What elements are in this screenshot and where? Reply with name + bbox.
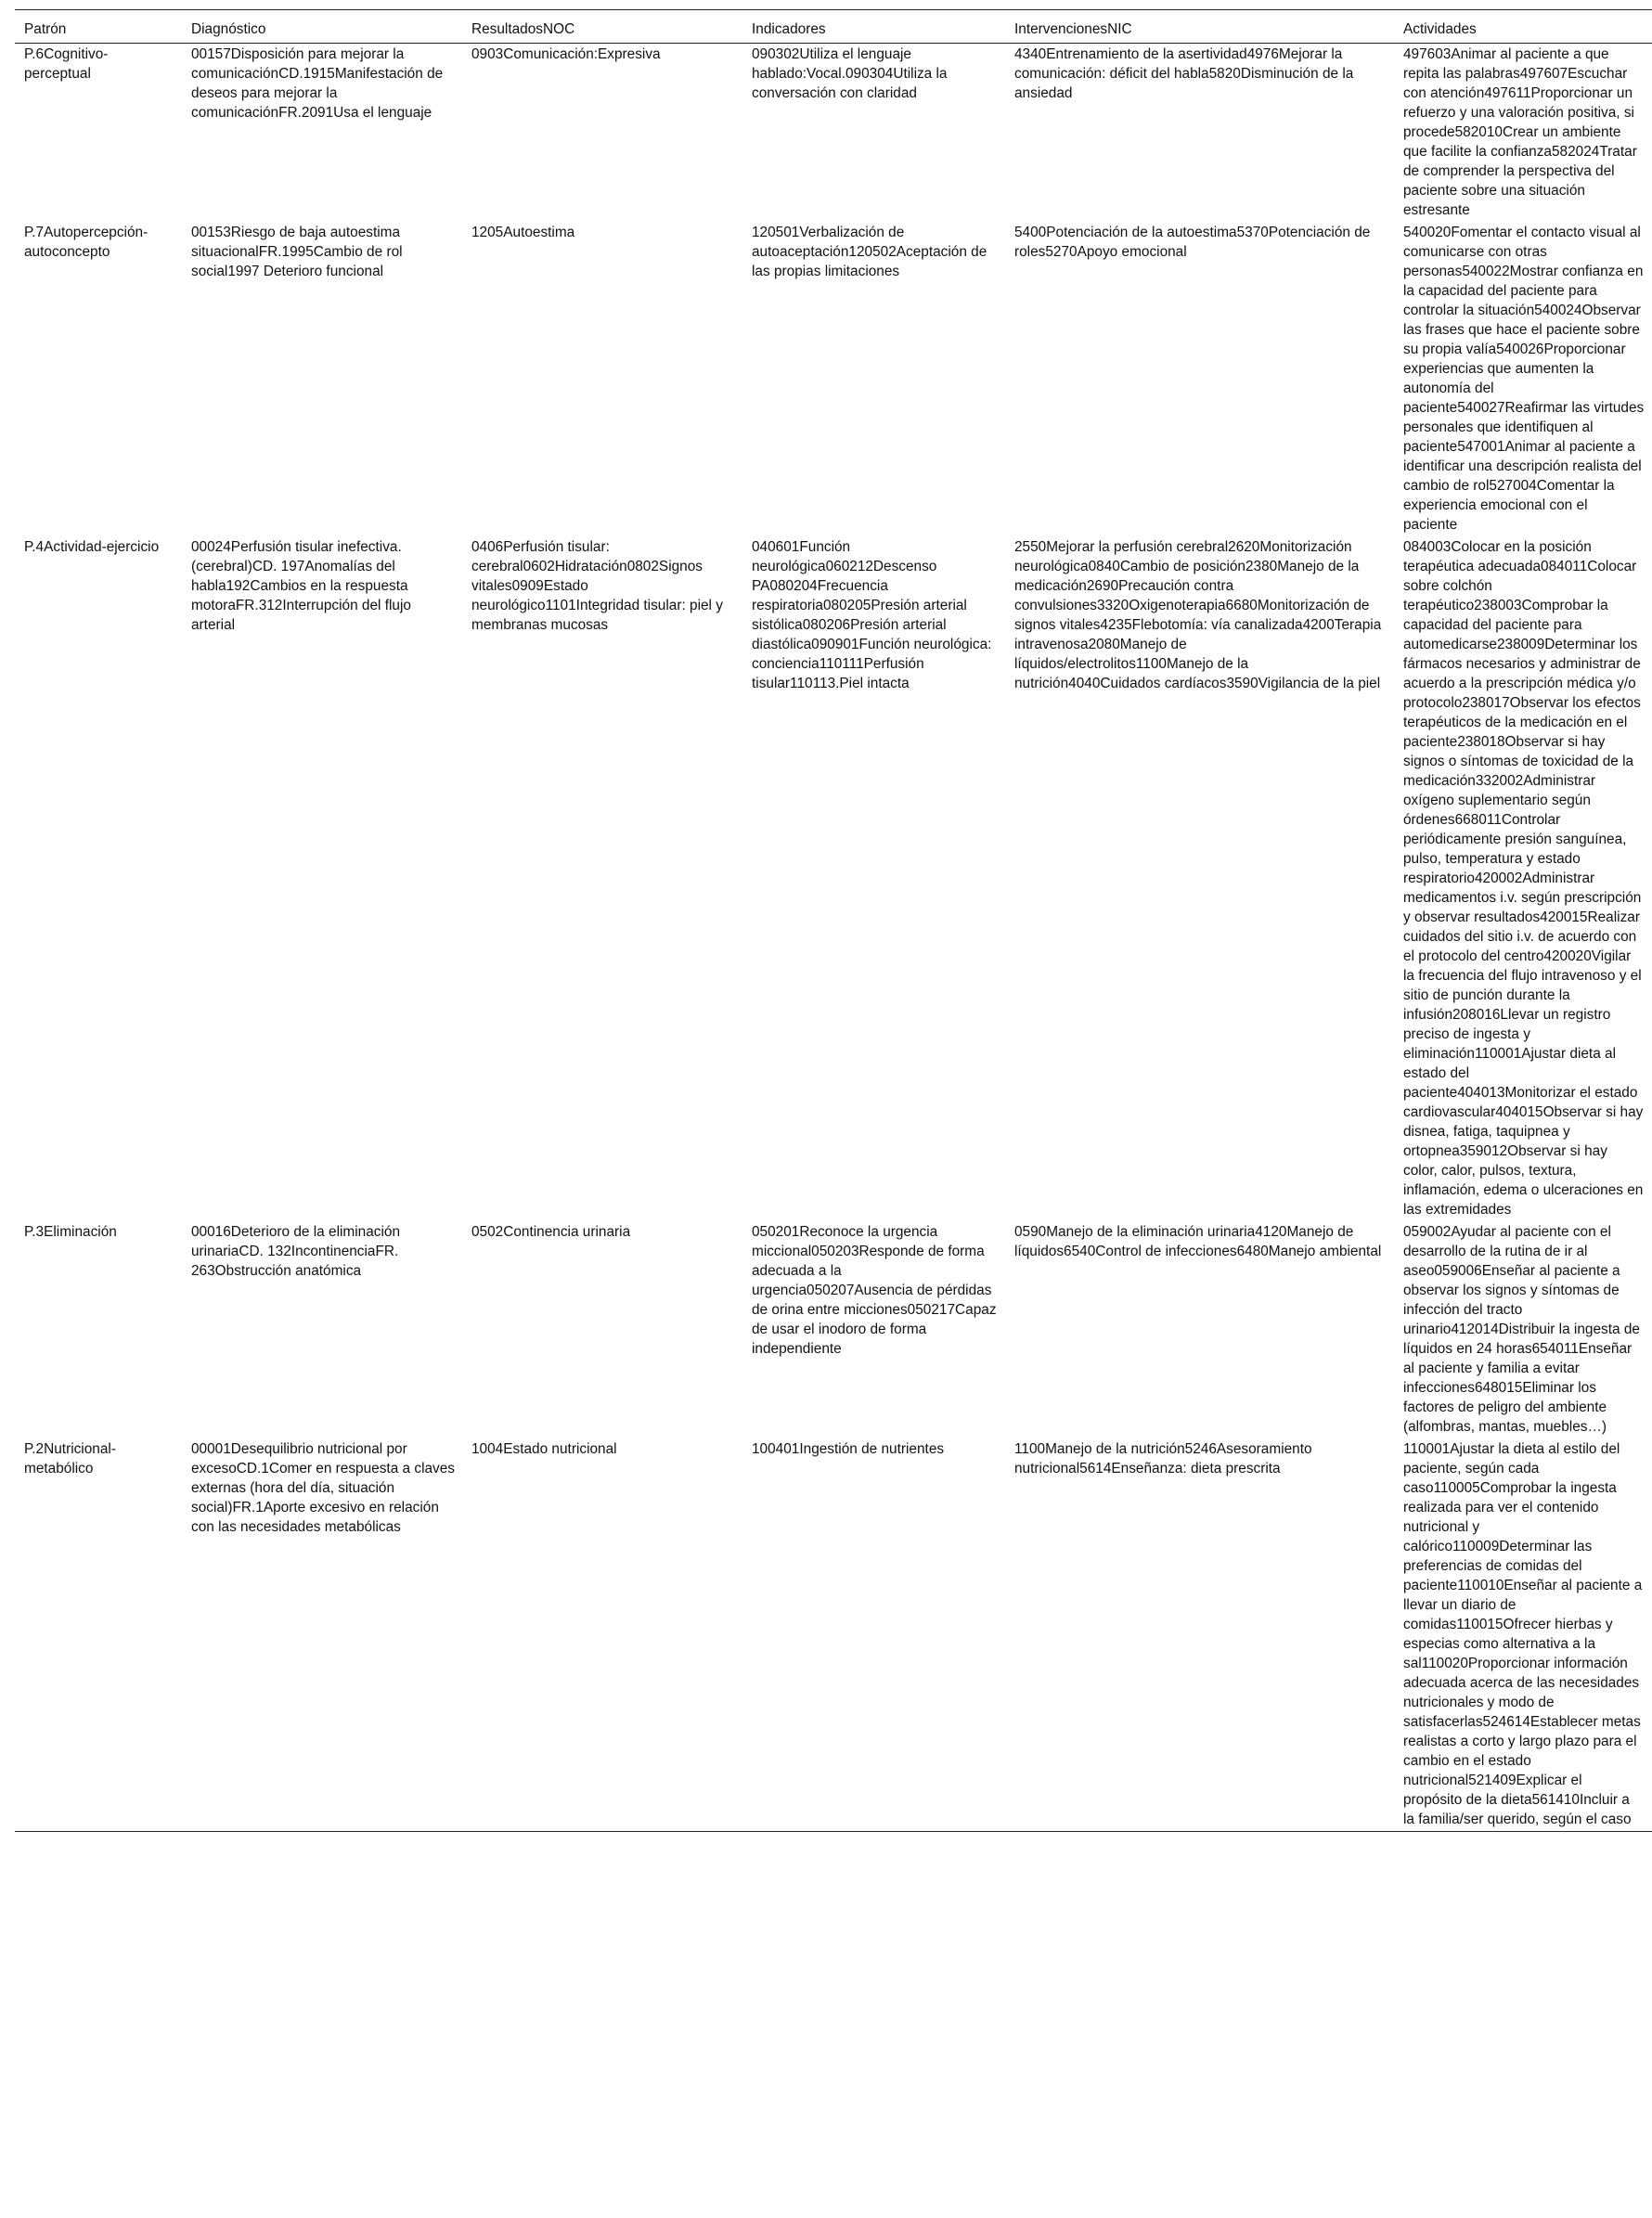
- cell-diagnostico: 00016Deterioro de la eliminación urinariaCD. 132IncontinenciaFR. 263Obstrucción anatómica: [191, 1224, 401, 1279]
- cell-indicadores: 040601Función neurológica060212Descenso PA080204Frecuencia respiratoria080205Presión arterial sistólica080206Presión arterial diastólica090901Función neurológica: conciencia110111Perfusión tisular110113.Piel intacta: [752, 539, 992, 691]
- cell-intervenciones-nic: 1100Manejo de la nutrición5246Asesoramiento nutricional5614Enseñanza: dieta prescrita: [1005, 1438, 1394, 1832]
- cell-intervenciones-nic: 5400Potenciación de la autoestima5370Potenciación de roles5270Apoyo emocional: [1014, 225, 1371, 260]
- table-row: [15, 1438, 1652, 1832]
- cell-resultados-noc: 0903Comunicación:Expresiva: [471, 46, 661, 62]
- cell-actividades: 059002Ayudar al paciente con el desarrollo de la rutina de ir al aseo059006Enseñar al paciente a observar los signos y síntomas de infección del tracto urinario412014Distribuir la ingesta de líquidos en 24 horas654011Enseñar al paciente y familia a evitar infecciones648015Eliminar los factores de peligro del ambiente (alfombras, mantas, muebles…): [1403, 1224, 1640, 1435]
- cell-indicadores: 050201Reconoce la urgencia miccional050203Responde de forma adecuada a la urgencia050207Ausencia de pérdidas de orina entre micciones050217Capaz de usar el inodoro de forma independiente: [752, 1224, 997, 1357]
- cell-intervenciones-nic: 4340Entrenamiento de la asertividad4976Mejorar la comunicación: déficit del habla5820Disminución de la ansiedad: [1014, 46, 1354, 101]
- cell-indicadores: 120501Verbalización de autoaceptación120502Aceptación de las propias limitaciones: [752, 225, 987, 279]
- care-plan-table: [15, 9, 1652, 1832]
- cell-actividades: 540020Fomentar el contacto visual al comunicarse con otras personas540022Mostrar confianza en la capacidad del paciente para controlar la situación540024Observar las frases que hace el paciente sobre su propia valía540026Proporcionar experiencias que aumenten la autonomía del paciente540027Reafirmar las virtudes personales que identifiquen al paciente547001Animar al paciente a identificar una descripción realista del cambio de rol527004Comentar la experiencia emocional con el paciente: [1403, 225, 1645, 533]
- cell-resultados-noc: 0502Continencia urinaria: [471, 1224, 631, 1240]
- table-row: [15, 222, 1652, 536]
- cell-diagnostico: 00001Desequilibrio nutricional por excesoCD.1Comer en respuesta a claves externas (hora del día, situación social)FR.1Aporte excesivo en relación con las necesidades metabólicas: [182, 1438, 462, 1832]
- cell-intervenciones-nic: 0590Manejo de la eliminación urinaria4120Manejo de líquidos6540Control de infecciones6480Manejo ambiental: [1014, 1224, 1382, 1259]
- cell-resultados-noc: 0406Perfusión tisular: cerebral0602Hidratación0802Signos vitales0909Estado neurológico1101Integridad tisular: piel y membranas mucosas: [471, 539, 723, 633]
- cell-diagnostico: 00157Disposición para mejorar la comunicaciónCD.1915Manifestación de deseos para mejorar la comunicaciónFR.2091Usa el lenguaje: [191, 46, 444, 121]
- header-intervenciones-nic: IntervencionesNIC: [1005, 10, 1394, 44]
- cell-intervenciones-nic: 2550Mejorar la perfusión cerebral2620Monitorización neurológica0840Cambio de posición2380Manejo de la medicación2690Precaución contra convulsiones3320Oxigenoterapia6680Monitorización de signos vitales4235Flebotomía: vía canalizada4200Terapia intravenosa2080Manejo de líquidos/electrolitos1100Manejo de la nutrición4040Cuidados cardíacos3590Vigilancia de la piel: [1014, 539, 1382, 691]
- cell-patron: P.6Cognitivo-perceptual: [24, 46, 109, 82]
- header-diagnostico: Diagnóstico: [182, 10, 462, 44]
- header-resultados-noc: ResultadosNOC: [462, 10, 742, 44]
- cell-patron: P.3Eliminación: [24, 1224, 117, 1240]
- table-row: [15, 536, 1652, 1221]
- cell-patron: P.7Autopercepción-autoconcepto: [24, 225, 148, 260]
- cell-resultados-noc: 1004Estado nutricional: [462, 1438, 742, 1832]
- cell-diagnostico: 00024Perfusión tisular inefectiva.(cerebral)CD. 197Anomalías del habla192Cambios en la respuesta motoraFR.312Interrupción del flujo arterial: [191, 539, 411, 633]
- cell-actividades: 497603Animar al paciente a que repita las palabras497607Escuchar con atención497611Proporcionar un refuerzo y una valoración positiva, si procede582010Crear un ambiente que facilite la confianza582024Tratar de comprender la perspectiva del paciente sobre una situación estresante: [1403, 46, 1637, 218]
- header-row: [15, 10, 1652, 44]
- table-row: [15, 1221, 1652, 1438]
- header-indicadores: Indicadores: [742, 10, 1005, 44]
- cell-patron: P.2Nutricional-metabólico: [15, 1438, 182, 1832]
- cell-actividades: 084003Colocar en la posición terapéutica adecuada084011Colocar sobre colchón terapéutico238003Comprobar la capacidad del paciente para automedicarse238009Determinar los fármacos necesarios y administrar de acuerdo a la prescripción médica y/o protocolo238017Observar los efectos terapéuticos de la medicación en el paciente238018Observar si hay signos o síntomas de toxicidad de la medicación332002Administrar oxígeno suplementario según órdenes668011Controlar periódicamente presión sanguínea, pulso, temperatura y estado respiratorio420002Administrar medicamentos i.v. según prescripción y observar resultados420015Realizar cuidados del sitio i.v. de acuerdo con el protocolo del centro420020Vigilar la frecuencia del flujo intravenoso y el sitio de punción durante la infusión208016Llevar un registro preciso de ingesta y eliminación110001Ajustar dieta al estado del paciente404013Monitorizar el estado cardiovascular404015Observar si hay disnea, fatiga, taquipnea y ortopnea359012Observar si hay color, calor, pulsos, textura, inflamación, edema o ulceraciones en las extremidades: [1403, 539, 1644, 1218]
- cell-resultados-noc: 1205Autoestima: [471, 225, 575, 240]
- cell-patron: P.4Actividad-ejercicio: [24, 539, 160, 555]
- header-patron: Patrón: [15, 10, 182, 44]
- table-row: [15, 44, 1652, 223]
- header-actividades: Actividades: [1394, 10, 1652, 44]
- table-body: [15, 44, 1652, 1832]
- cell-indicadores: 100401Ingestión de nutrientes: [742, 1438, 1005, 1832]
- cell-actividades: 110001Ajustar la dieta al estilo del paciente, según cada caso110005Comprobar la ingesta realizada para ver el contenido nutricional y calórico110009Determinar las preferencias de comidas del paciente110010Enseñar al paciente a llevar un diario de comidas110015Ofrecer hierbas y especias como alternativa a la sal110020Proporcionar información adecuada acerca de las necesidades nutricionales y modo de satisfacerlas524614Establecer metas realistas a corto y largo plazo para el cambio en el estado nutricional521409Explicar el propósito de la dieta561410Incluir a la familia/ser querido, según el caso: [1394, 1438, 1652, 1832]
- table-header: [15, 10, 1652, 44]
- cell-indicadores: 090302Utiliza el lenguaje hablado:Vocal.090304Utiliza la conversación con claridad: [752, 46, 948, 101]
- cell-diagnostico: 00153Riesgo de baja autoestima situacionalFR.1995Cambio de rol social1997 Deterioro funcional: [191, 225, 403, 279]
